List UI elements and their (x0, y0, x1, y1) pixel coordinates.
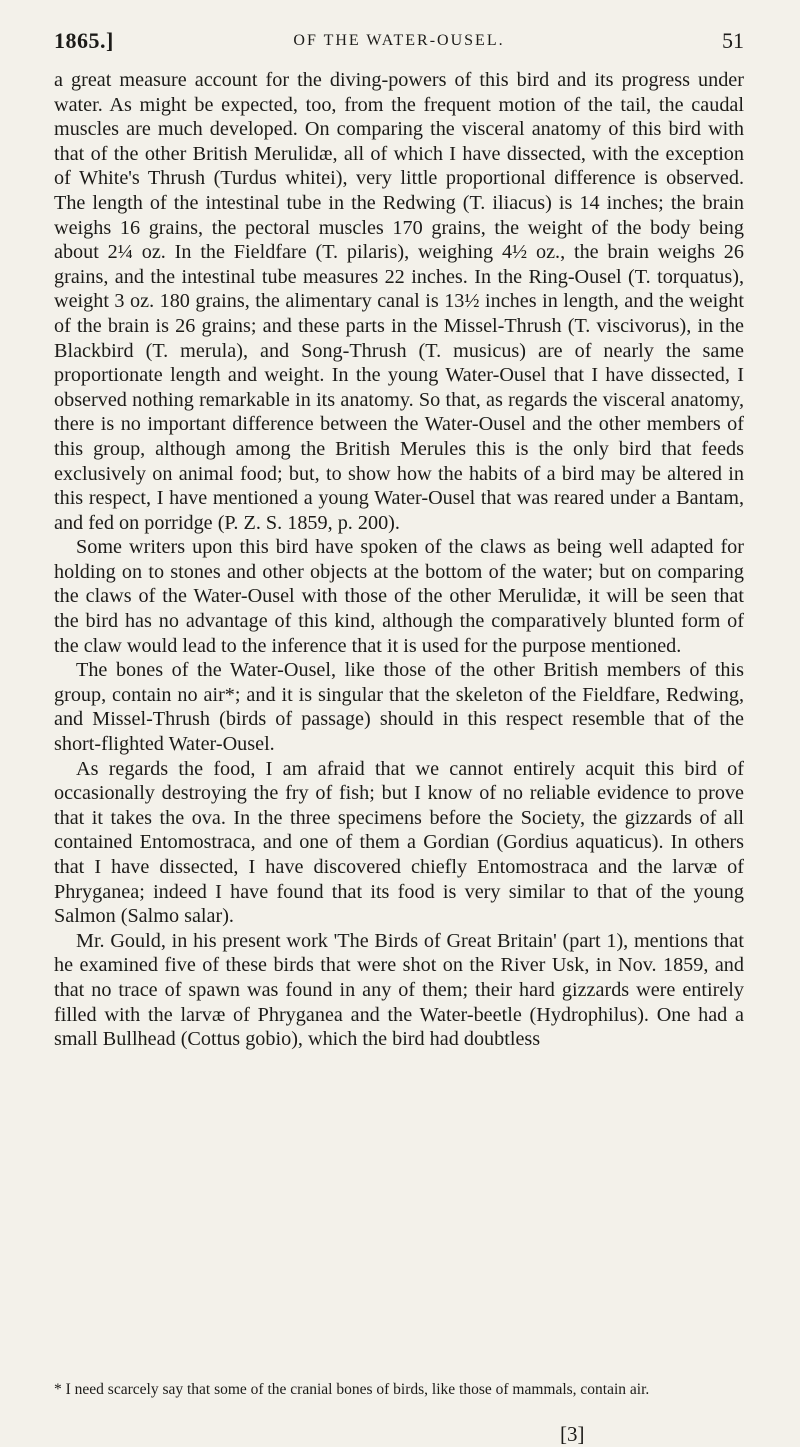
header-year: 1865.] (54, 28, 114, 53)
footnote (54, 1380, 744, 1399)
page-number: 51 (722, 28, 744, 53)
footnote-text: * I need scarcely say that some of the cranial bones of birds, like those of mammals, contain air. (54, 1381, 650, 1398)
running-title: OF THE WATER-OUSEL. (293, 32, 505, 49)
signature-mark: [3] (560, 1422, 585, 1446)
paragraph-2: Some writers upon this bird have spoken of the claws as being well adapted for holding on to stones and other objects at the bottom of the water; but on comparing the claws of the Water-Ousel with those of the other Merulidæ, it will be seen that the bird has no advantage of this kind, although the comparatively blunted form of the claw would lead to the inference that it is used for the purpose mentioned. (54, 536, 744, 657)
page-header (54, 28, 744, 64)
paragraph-1: a great measure account for the diving-powers of this bird and its progress under water. As might be expected, too, from the frequent motion of the tail, the caudal muscles are much developed. On comparing the visceral anatomy of this bird with that of the other British Merulidæ, all of which I have dissected, with the exception of White's Thrush (Turdus whitei), very little proportional difference is observed. The length of the intestinal tube in the Redwing (T. iliacus) is 14 inches; the brain weighs 16 grains, the pectoral muscles 170 grains, the weight of the body being about 2¼ oz. In the Fieldfare (T. pilaris), weighing 4½ oz., the brain weighs 26 grains, and the intestinal tube measures 22 inches. In the Ring-Ousel (T. torquatus), weight 3 oz. 180 grains, the alimentary canal is 13½ inches in length, and the weight of the brain is 26 grains; and these parts in the Missel-Thrush (T. viscivorus), in the Blackbird (T. merula), and Song-Thrush (T. musicus) are of nearly the same proportionate length and weight. In the young Water-Ousel that I have dissected, I observed nothing remarkable in its anatomy. So that, as regards the visceral anatomy, there is no important difference between the Water-Ousel and the other members of this group, although among the British Merules this is the only bird that feeds exclusively on animal food; but, to show how the habits of a bird may be altered in this respect, I have mentioned a young Water-Ousel that was reared under a Bantam, and fed on porridge (P. Z. S. 1859, p. 200). (54, 69, 744, 534)
body-text (54, 68, 744, 1052)
paragraph-4: As regards the food, I am afraid that we cannot entirely acquit this bird of occasionally destroying the fry of fish; but I know of no reliable evidence to prove that it takes the ova. In the three specimens before the Society, the gizzards of all contained Entomostraca, and one of them a Gordian (Gordius aquaticus). In others that I have dissected, I have discovered chiefly Entomostraca and the larvæ of Phryganea; indeed I have found that its food is very similar to that of the young Salmon (Salmo salar). (54, 757, 744, 928)
paragraph-5: Mr. Gould, in his present work 'The Birds of Great Britain' (part 1), mentions that he examined five of these birds that were shot on the River Usk, in Nov. 1859, and that no trace of spawn was found in any of them; their hard gizzards were entirely filled with the larvæ of Phryganea and the Water-beetle (Hydrophilus). One had a small Bullhead (Cottus gobio), which the bird had doubtless (54, 929, 744, 1051)
paragraph-3: The bones of the Water-Ousel, like those of the other British members of this group, contain no air*; and it is singular that the skeleton of the Fieldfare, Redwing, and Missel-Thrush (birds of passage) should in this respect resemble that of the short-flighted Water-Ousel. (54, 659, 744, 756)
